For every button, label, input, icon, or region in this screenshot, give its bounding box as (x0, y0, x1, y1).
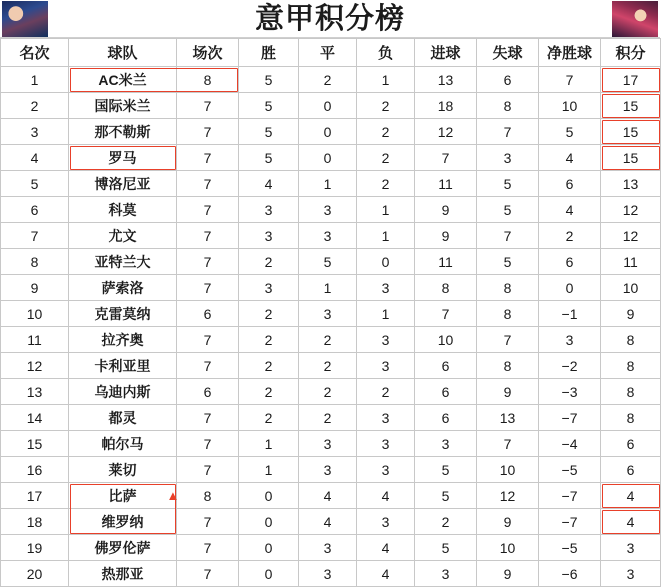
cell-draw: 4 (299, 509, 357, 535)
cell-draw: 3 (299, 301, 357, 327)
column-header-rank: 名次 (1, 39, 69, 67)
cell-played: 6 (177, 379, 239, 405)
cell-played: 7 (177, 223, 239, 249)
cell-goals-for: 9 (415, 197, 477, 223)
cell-points: 3 (601, 561, 661, 587)
cell-draw: 2 (299, 67, 357, 93)
cell-draw: 2 (299, 379, 357, 405)
table-row (1, 379, 661, 405)
table-row (1, 535, 661, 561)
cell-goals-for: 7 (415, 145, 477, 171)
cell-goal-diff: 10 (539, 93, 601, 119)
cell-team: 莱切 (69, 457, 177, 483)
cell-goals-for: 8 (415, 275, 477, 301)
cell-goal-diff: 2 (539, 223, 601, 249)
cell-rank: 20 (1, 561, 69, 587)
table-row (1, 509, 661, 535)
cell-goal-diff: −7 (539, 483, 601, 509)
cell-draw: 4 (299, 483, 357, 509)
cell-draw: 0 (299, 119, 357, 145)
cell-goals-for: 7 (415, 301, 477, 327)
table-row (1, 145, 661, 171)
cell-draw: 0 (299, 93, 357, 119)
cell-points: 4 (601, 509, 661, 535)
column-header-team: 球队 (69, 39, 177, 67)
cell-goals-for: 13 (415, 67, 477, 93)
cell-team: 萨索洛 (69, 275, 177, 301)
table-row (1, 67, 661, 93)
cell-rank: 6 (1, 197, 69, 223)
table-body (1, 67, 661, 587)
cell-goal-diff: −2 (539, 353, 601, 379)
cell-rank: 17 (1, 483, 69, 509)
table-row (1, 353, 661, 379)
cell-goals-against: 7 (477, 119, 539, 145)
cell-goals-against: 12 (477, 483, 539, 509)
column-header-goal-diff: 净胜球 (539, 39, 601, 67)
cell-played: 7 (177, 509, 239, 535)
cell-goals-against: 5 (477, 197, 539, 223)
cell-points: 12 (601, 223, 661, 249)
cell-played: 7 (177, 145, 239, 171)
right-photo-thumbnail (612, 1, 658, 37)
cell-goals-against: 8 (477, 301, 539, 327)
cell-goals-for: 9 (415, 223, 477, 249)
cell-played: 7 (177, 197, 239, 223)
cell-goal-diff: −3 (539, 379, 601, 405)
cell-played: 8 (177, 67, 239, 93)
cell-loss: 2 (357, 119, 415, 145)
cell-rank: 10 (1, 301, 69, 327)
cell-team: 亚特兰大 (69, 249, 177, 275)
cell-team: 国际米兰 (69, 93, 177, 119)
cell-goals-for: 11 (415, 249, 477, 275)
cell-loss: 4 (357, 483, 415, 509)
cell-draw: 2 (299, 405, 357, 431)
cell-team: 乌迪内斯 (69, 379, 177, 405)
cell-team: 都灵 (69, 405, 177, 431)
cell-rank: 8 (1, 249, 69, 275)
cell-goals-against: 8 (477, 93, 539, 119)
cell-win: 0 (239, 483, 299, 509)
cell-loss: 1 (357, 301, 415, 327)
cell-draw: 3 (299, 197, 357, 223)
cell-loss: 3 (357, 327, 415, 353)
cell-rank: 14 (1, 405, 69, 431)
cell-win: 5 (239, 93, 299, 119)
cell-goals-against: 7 (477, 327, 539, 353)
cell-win: 2 (239, 405, 299, 431)
cell-team: 罗马 (69, 145, 177, 171)
cell-goals-against: 7 (477, 431, 539, 457)
cell-goals-against: 6 (477, 67, 539, 93)
cell-rank: 13 (1, 379, 69, 405)
standings-table (0, 38, 661, 587)
cell-points: 15 (601, 93, 661, 119)
cell-loss: 2 (357, 171, 415, 197)
table-row (1, 483, 661, 509)
cell-goal-diff: 0 (539, 275, 601, 301)
cell-goal-diff: 6 (539, 249, 601, 275)
cell-goals-for: 18 (415, 93, 477, 119)
cell-goals-against: 8 (477, 353, 539, 379)
cell-rank: 11 (1, 327, 69, 353)
cell-loss: 1 (357, 197, 415, 223)
cell-points: 8 (601, 405, 661, 431)
cell-points: 15 (601, 145, 661, 171)
cell-played: 7 (177, 561, 239, 587)
cell-team: 帕尔马 (69, 431, 177, 457)
cell-points: 8 (601, 353, 661, 379)
cell-win: 5 (239, 119, 299, 145)
cell-rank: 1 (1, 67, 69, 93)
cell-goals-for: 10 (415, 327, 477, 353)
cell-points: 11 (601, 249, 661, 275)
cell-win: 4 (239, 171, 299, 197)
cell-goal-diff: 4 (539, 197, 601, 223)
cell-win: 2 (239, 327, 299, 353)
table-row (1, 171, 661, 197)
column-header-loss: 负 (357, 39, 415, 67)
cell-loss: 3 (357, 509, 415, 535)
cell-goal-diff: −5 (539, 457, 601, 483)
page-title: 意甲积分榜 (254, 3, 405, 35)
cell-goals-against: 5 (477, 171, 539, 197)
cell-goals-against: 13 (477, 405, 539, 431)
table-row (1, 327, 661, 353)
cell-goals-against: 10 (477, 457, 539, 483)
cell-draw: 5 (299, 249, 357, 275)
cell-rank: 18 (1, 509, 69, 535)
cell-win: 2 (239, 353, 299, 379)
cell-goals-against: 5 (477, 249, 539, 275)
cell-team: 热那亚 (69, 561, 177, 587)
cell-loss: 2 (357, 93, 415, 119)
page-header (0, 0, 660, 38)
cell-draw: 3 (299, 535, 357, 561)
cell-goal-diff: −7 (539, 509, 601, 535)
cell-team: 卡利亚里 (69, 353, 177, 379)
cell-played: 7 (177, 119, 239, 145)
cell-played: 7 (177, 327, 239, 353)
cell-played: 6 (177, 301, 239, 327)
column-header-played: 场次 (177, 39, 239, 67)
cell-goal-diff: −1 (539, 301, 601, 327)
cell-team: 比萨 (69, 483, 177, 509)
cell-goal-diff: 3 (539, 327, 601, 353)
cell-loss: 3 (357, 405, 415, 431)
cell-rank: 3 (1, 119, 69, 145)
cell-played: 8 (177, 483, 239, 509)
cell-team: 那不勒斯 (69, 119, 177, 145)
cell-draw: 2 (299, 327, 357, 353)
cell-win: 1 (239, 457, 299, 483)
cell-goal-diff: −6 (539, 561, 601, 587)
cell-draw: 0 (299, 145, 357, 171)
cell-points: 8 (601, 379, 661, 405)
cell-goals-against: 8 (477, 275, 539, 301)
column-header-win: 胜 (239, 39, 299, 67)
cell-goal-diff: 5 (539, 119, 601, 145)
cell-win: 3 (239, 197, 299, 223)
cell-played: 7 (177, 93, 239, 119)
table-row (1, 431, 661, 457)
cell-win: 0 (239, 509, 299, 535)
cell-points: 3 (601, 535, 661, 561)
cell-team: 尤文 (69, 223, 177, 249)
table-row (1, 197, 661, 223)
cell-goal-diff: 7 (539, 67, 601, 93)
cell-team: 博洛尼亚 (69, 171, 177, 197)
cell-goals-for: 6 (415, 379, 477, 405)
cell-loss: 4 (357, 561, 415, 587)
cell-win: 5 (239, 145, 299, 171)
cell-win: 5 (239, 67, 299, 93)
cell-played: 7 (177, 249, 239, 275)
cell-draw: 3 (299, 457, 357, 483)
cell-played: 7 (177, 171, 239, 197)
cell-goals-for: 11 (415, 171, 477, 197)
cell-points: 8 (601, 327, 661, 353)
cell-points: 10 (601, 275, 661, 301)
cell-goals-for: 3 (415, 561, 477, 587)
cell-goals-for: 12 (415, 119, 477, 145)
cell-played: 7 (177, 431, 239, 457)
cell-played: 7 (177, 535, 239, 561)
table-row (1, 93, 661, 119)
cell-points: 13 (601, 171, 661, 197)
cell-loss: 3 (357, 275, 415, 301)
cell-goals-for: 3 (415, 431, 477, 457)
cell-rank: 12 (1, 353, 69, 379)
cell-loss: 3 (357, 431, 415, 457)
cell-points: 15 (601, 119, 661, 145)
cell-loss: 1 (357, 223, 415, 249)
cell-played: 7 (177, 457, 239, 483)
cell-draw: 3 (299, 223, 357, 249)
cell-points: 17 (601, 67, 661, 93)
cell-loss: 2 (357, 379, 415, 405)
cell-win: 2 (239, 249, 299, 275)
cell-team: 佛罗伦萨 (69, 535, 177, 561)
cell-goals-against: 3 (477, 145, 539, 171)
cell-goals-against: 9 (477, 509, 539, 535)
cell-goals-for: 6 (415, 405, 477, 431)
column-header-points: 积分 (601, 39, 661, 67)
cell-played: 7 (177, 353, 239, 379)
cell-draw: 1 (299, 171, 357, 197)
cell-team: 科莫 (69, 197, 177, 223)
column-header-draw: 平 (299, 39, 357, 67)
cell-goal-diff: −5 (539, 535, 601, 561)
standings-page: 意甲积分榜 名次 球队 场次 胜 平 负 进球 失球 净胜球 积分 1 AC米兰 8 5 2 1 13 6 7 17 2 国际米兰 7 5 0 2 18 8 10 15 3 那不勒斯 7 5 0 2 12 7 5 15 4 罗马 7 5 0 2 7 3 4 15 5 博洛尼亚 7 4 1 2 11 5 6 13 6 科莫 7 3 3 1 9 5 4 12 7 尤文 7 3 3 1 9 7 2 12 8 亚特兰大 7 2 5 0 11 5 6 11 9 萨索洛 7 3 1 3 8 8 0 10 10 克雷莫纳 6 2 3 1 7 8 −1 9 11 拉齐奥 7 2 2 3 10 7 3 8 12 卡利亚里 7 2 2 3 6 8 −2 8 13 乌迪内斯 6 2 2 2 6 9 −3 8 14 都灵 7 2 2 3 6 13 −7 8 15 帕尔马 7 1 3 3 3 7 −4 6 16 莱切 7 1 3 3 5 10 −5 6 17 比萨 8 0 4 4 5 12 −7 4 18 维罗纳 7 0 4 3 2 9 −7 4 19 佛罗伦萨 7 0 3 4 5 10 −5 3 20 热那亚 7 0 3 4 3 9 −6 3 ▲ (0, 0, 660, 545)
cell-win: 3 (239, 223, 299, 249)
cell-rank: 19 (1, 535, 69, 561)
cell-loss: 4 (357, 535, 415, 561)
cell-goals-against: 9 (477, 561, 539, 587)
cell-team: 拉齐奥 (69, 327, 177, 353)
cell-points: 12 (601, 197, 661, 223)
cell-rank: 16 (1, 457, 69, 483)
cell-loss: 1 (357, 67, 415, 93)
cell-goal-diff: −7 (539, 405, 601, 431)
cell-win: 0 (239, 535, 299, 561)
cell-goals-against: 9 (477, 379, 539, 405)
cell-goals-for: 2 (415, 509, 477, 535)
cell-goals-for: 5 (415, 483, 477, 509)
cell-win: 3 (239, 275, 299, 301)
table-row (1, 457, 661, 483)
cell-goal-diff: 6 (539, 171, 601, 197)
cell-team: 克雷莫纳 (69, 301, 177, 327)
cell-goal-diff: −4 (539, 431, 601, 457)
cell-goals-against: 7 (477, 223, 539, 249)
cell-loss: 2 (357, 145, 415, 171)
cell-loss: 3 (357, 457, 415, 483)
cell-win: 0 (239, 561, 299, 587)
cell-draw: 1 (299, 275, 357, 301)
cell-played: 7 (177, 275, 239, 301)
table-row (1, 301, 661, 327)
cell-rank: 9 (1, 275, 69, 301)
cell-goal-diff: 4 (539, 145, 601, 171)
table-row (1, 119, 661, 145)
cell-rank: 7 (1, 223, 69, 249)
cell-goals-for: 5 (415, 535, 477, 561)
cell-goals-for: 5 (415, 457, 477, 483)
cell-rank: 2 (1, 93, 69, 119)
cell-draw: 3 (299, 431, 357, 457)
cell-loss: 0 (357, 249, 415, 275)
table-row (1, 249, 661, 275)
cell-points: 4 (601, 483, 661, 509)
cell-rank: 4 (1, 145, 69, 171)
cell-points: 6 (601, 431, 661, 457)
cell-win: 2 (239, 301, 299, 327)
cell-draw: 3 (299, 561, 357, 587)
cell-goals-for: 6 (415, 353, 477, 379)
cell-win: 2 (239, 379, 299, 405)
table-row (1, 275, 661, 301)
cell-points: 6 (601, 457, 661, 483)
cell-played: 7 (177, 405, 239, 431)
table-row (1, 405, 661, 431)
cell-rank: 5 (1, 171, 69, 197)
cell-rank: 15 (1, 431, 69, 457)
column-header-goals-for: 进球 (415, 39, 477, 67)
table-row (1, 561, 661, 587)
cell-goals-against: 10 (477, 535, 539, 561)
cell-win: 1 (239, 431, 299, 457)
cell-team: 维罗纳 (69, 509, 177, 535)
column-header-goals-against: 失球 (477, 39, 539, 67)
cell-points: 9 (601, 301, 661, 327)
table-header-row (1, 39, 661, 67)
cell-loss: 3 (357, 353, 415, 379)
cell-team: AC米兰 (69, 67, 177, 93)
table-row (1, 223, 661, 249)
cell-draw: 2 (299, 353, 357, 379)
